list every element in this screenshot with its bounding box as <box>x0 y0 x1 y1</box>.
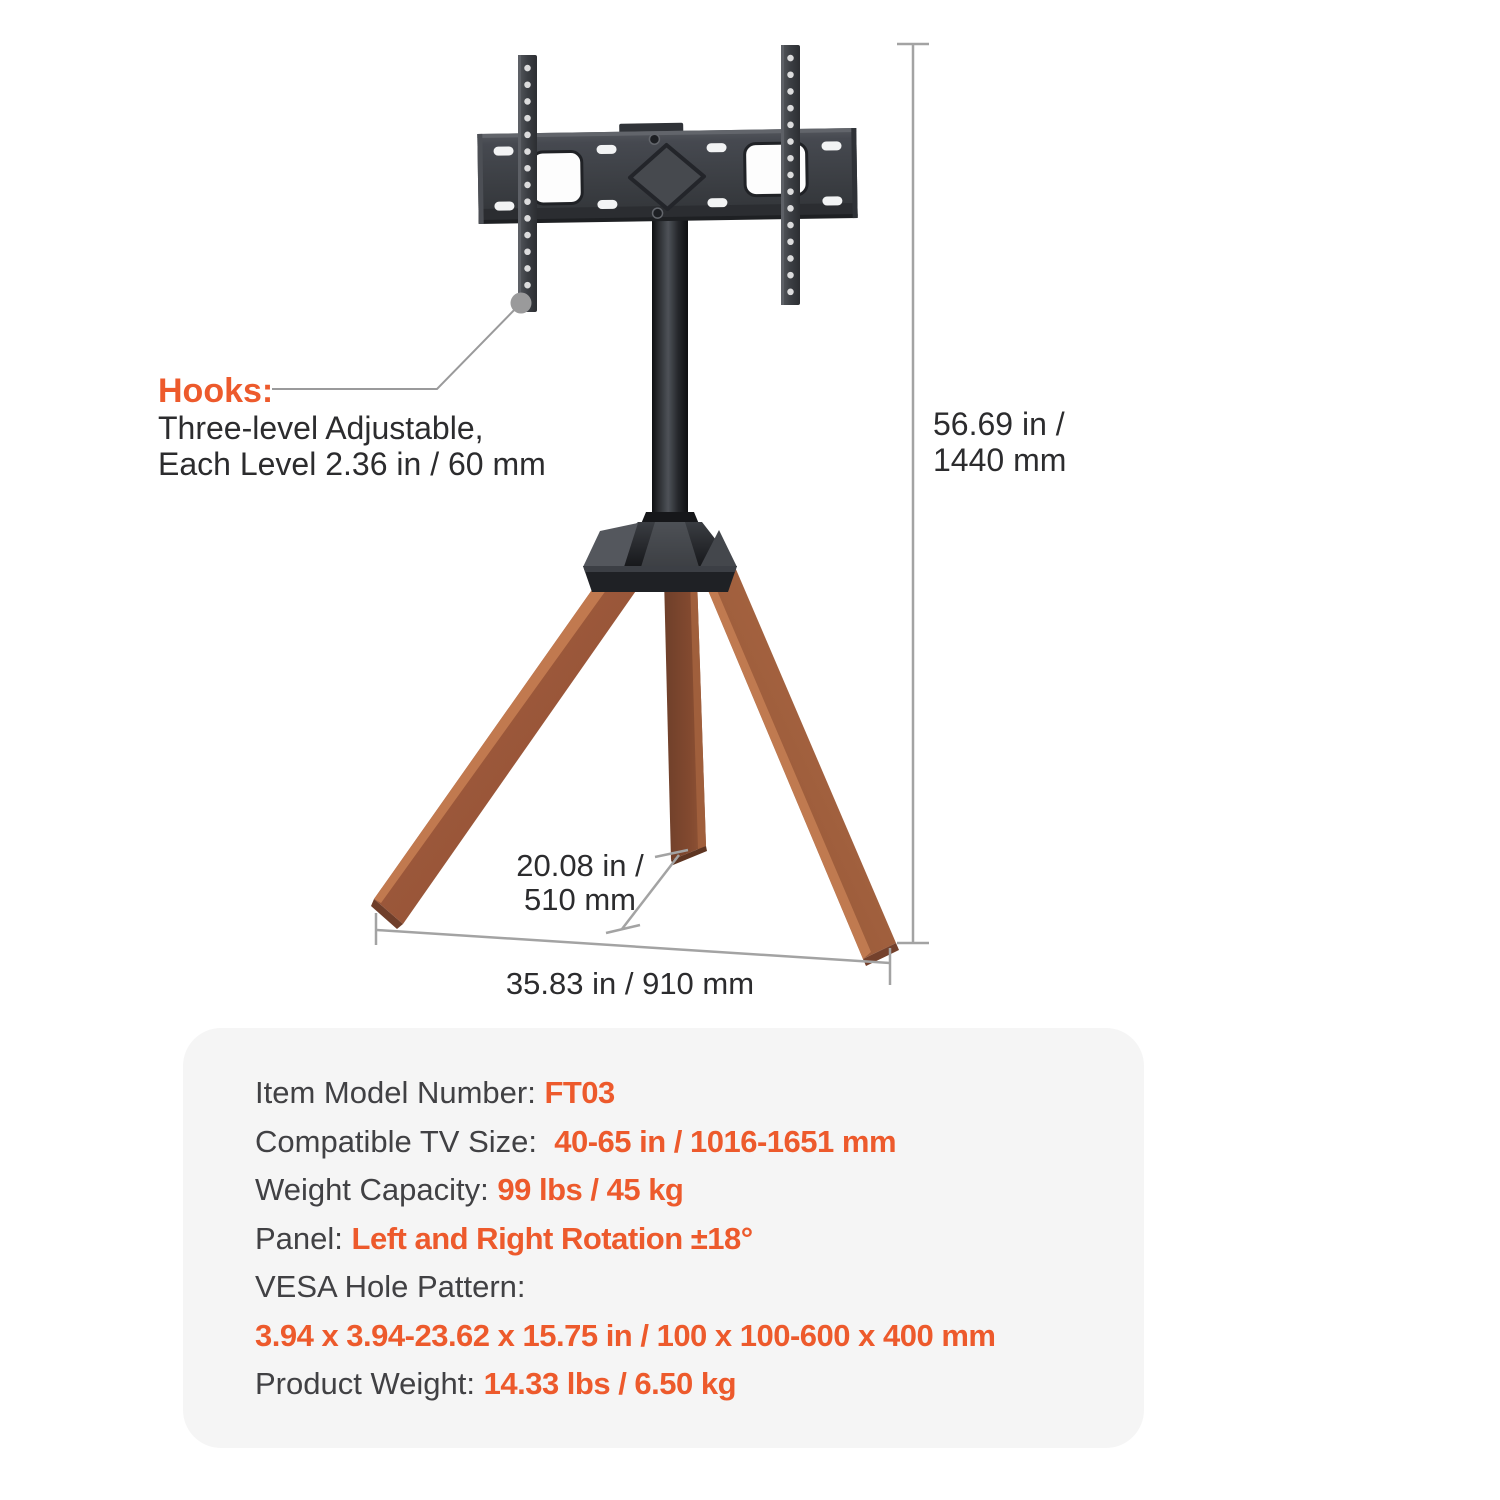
spec-label: Weight Capacity: <box>255 1172 498 1207</box>
spec-label: Compatible TV Size: <box>255 1123 555 1159</box>
spec-value: 3.94 x 3.94-23.62 x 15.75 in / 100 x 100-600 x 400 mm <box>255 1317 996 1353</box>
vesa-rail-right <box>781 45 800 305</box>
depth-dim-line1: 20.08 in / <box>516 848 644 883</box>
vesa-rail-left <box>518 55 537 312</box>
hook-dot <box>511 293 532 314</box>
spec-value: Left and Right Rotation ±18° <box>351 1220 753 1256</box>
spec-value: 99 lbs / 45 kg <box>497 1172 684 1207</box>
spec-label: Product Weight: <box>255 1366 484 1401</box>
height-dim-line2: 1440 mm <box>933 442 1067 478</box>
spec-row-model <box>255 1069 1144 1118</box>
stand-pole <box>652 219 688 525</box>
width-dimension-label: 35.83 in / 910 mm <box>505 966 755 1001</box>
spec-value: 40-65 in / 1016-1651 mm <box>554 1123 897 1159</box>
screw-bottom <box>652 208 662 218</box>
depth-dimension-label <box>455 849 705 917</box>
height-dimension-label <box>933 406 1066 478</box>
spec-label: Item Model Number: <box>255 1075 545 1110</box>
height-dim-line1: 56.69 in / <box>933 406 1065 442</box>
spec-box <box>183 1028 1144 1448</box>
depth-dim-line2: 510 mm <box>524 882 636 917</box>
hooks-line2: Each Level 2.36 in / 60 mm <box>158 446 546 482</box>
spec-row-panel <box>255 1215 1144 1264</box>
height-dimension-line <box>897 44 929 943</box>
spec-row-weight-capacity <box>255 1166 1144 1215</box>
spec-value: 14.33 lbs / 6.50 kg <box>483 1366 737 1401</box>
hooks-line1: Three-level Adjustable, <box>158 410 484 446</box>
hooks-title: Hooks: <box>158 372 274 410</box>
front-leg <box>664 578 707 865</box>
spec-label: Panel: <box>255 1220 352 1256</box>
hooks-callout <box>158 372 546 482</box>
spec-label: VESA Hole Pattern: <box>255 1269 526 1304</box>
spec-row-product-weight <box>255 1360 1144 1409</box>
spec-row-vesa-value <box>255 1312 1144 1361</box>
spec-row-tv-size <box>255 1118 1144 1167</box>
spec-value: FT03 <box>544 1075 615 1110</box>
screw-top <box>649 134 659 144</box>
tripod-hub <box>583 512 737 592</box>
right-leg <box>702 567 899 966</box>
spec-row-vesa-label <box>255 1263 1144 1312</box>
crossbar-cutout-left <box>532 151 583 204</box>
